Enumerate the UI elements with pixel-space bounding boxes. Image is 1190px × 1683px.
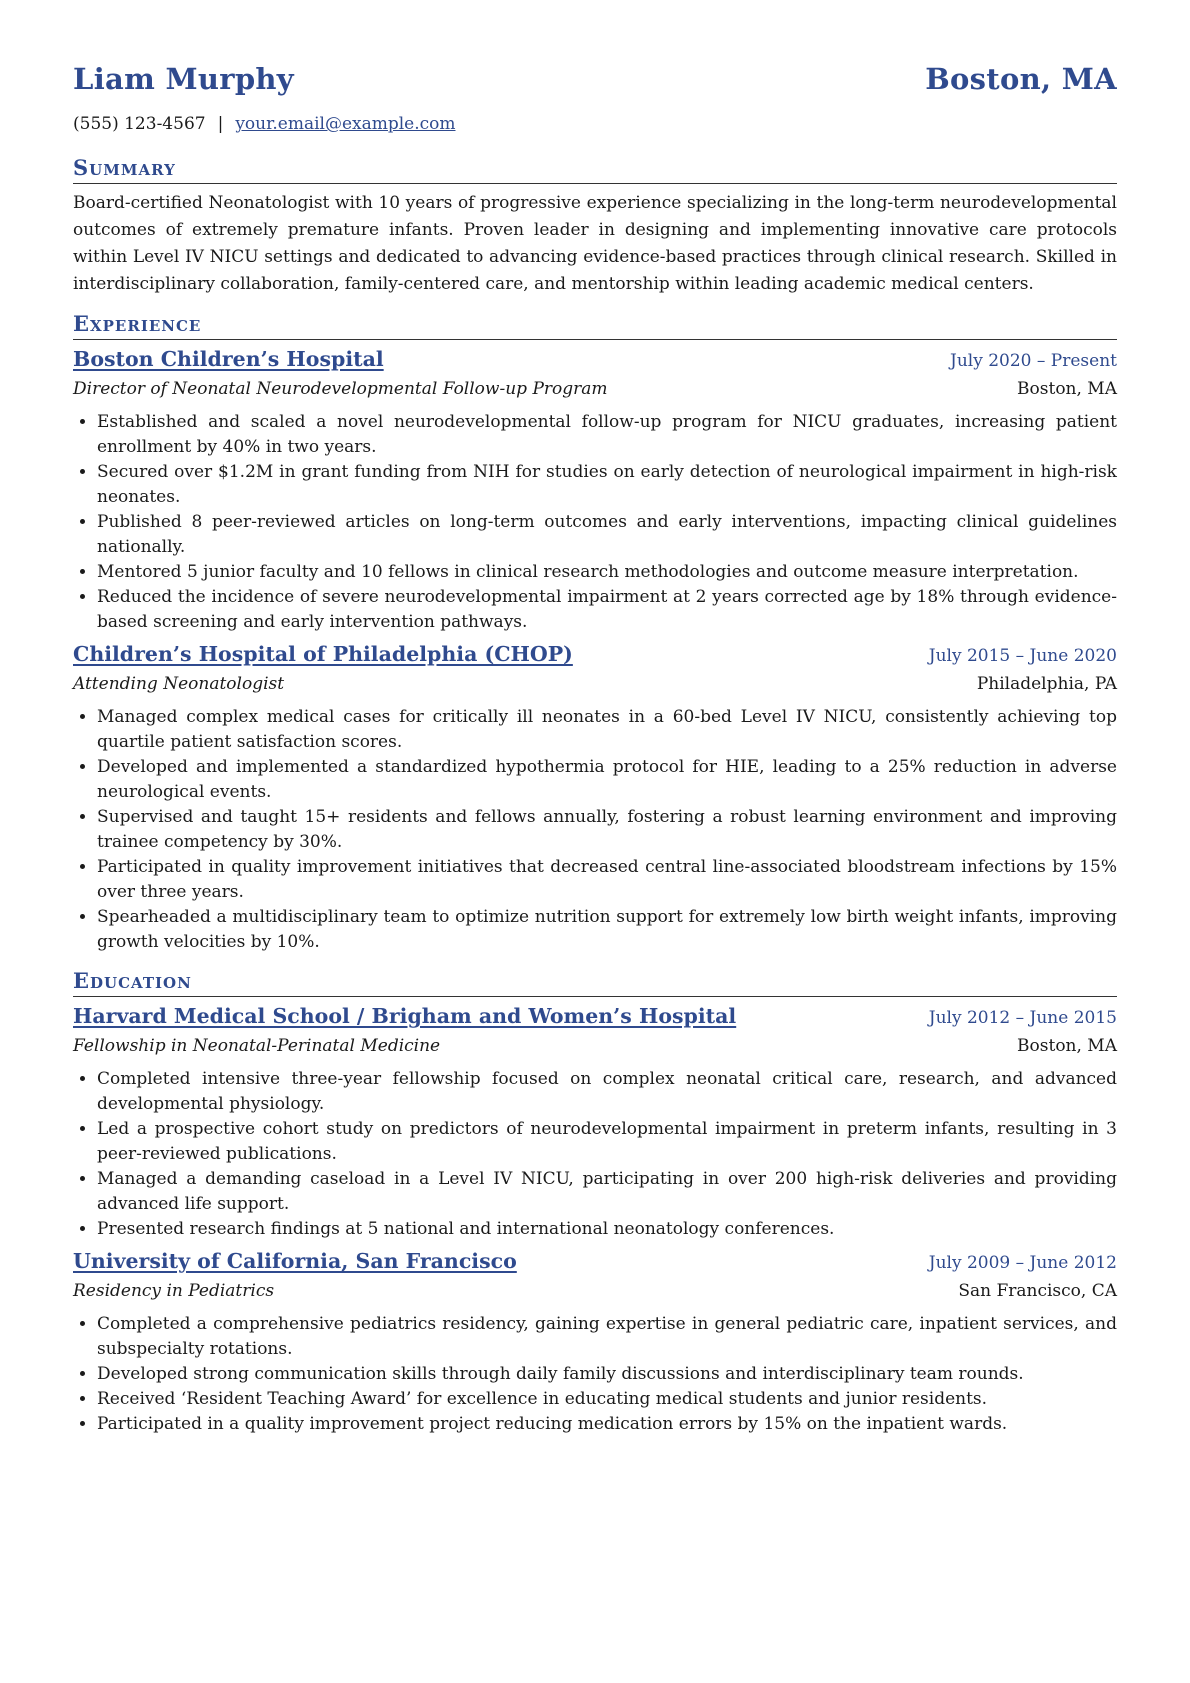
list-item: • Presented research findings at 5 national and international neonatology conferences.	[97, 1217, 1117, 1242]
institution-location: San Francisco, CA	[958, 1281, 1117, 1301]
list-item: • Participated in quality improvement initiatives that decreased central line-associated bloodstream infections by 15% over three years.	[97, 855, 1117, 905]
list-item: • Developed and implemented a standardized hypothermia protocol for HIE, leading to a 25% reduction in adverse neurological events.	[97, 755, 1117, 805]
candidate-name: Liam Murphy	[73, 62, 294, 96]
program-title: Residency in Pediatrics	[73, 1281, 275, 1301]
summary-heading: Summary	[73, 154, 1117, 184]
experience-heading: Experience	[73, 310, 1117, 340]
employment-dates: July 2015 – June 2020	[928, 646, 1117, 666]
employer-name[interactable]: Boston Children’s Hospital	[73, 347, 384, 371]
list-item: • Completed intensive three-year fellowship focused on complex neonatal critical care, research, and advanced developmental physiology.	[97, 1067, 1117, 1117]
summary-text: Board-certified Neonatologist with 10 years of progressive experience specializing in the long-term neurodevelopmental outcomes of extremely premature infants. Proven leader in designing and implementing innovative care protocols within Level IV NICU settings and dedicated to advancing evidence-based practices through clinical research. Skilled in interdisciplinary collaboration, family-centered care, and mentorship within leading academic medical centers.	[73, 193, 1117, 294]
list-item: • Mentored 5 junior faculty and 10 fellows in clinical research methodologies and outcome measure interpretation.	[97, 560, 1117, 585]
phone-number: (555) 123-4567	[73, 114, 206, 134]
education-entry	[73, 1001, 1117, 1242]
institution-name[interactable]: Harvard Medical School / Brigham and Women’s Hospital	[73, 1004, 737, 1028]
program-title: Fellowship in Neonatal-Perinatal Medicine	[73, 1036, 441, 1056]
contact-separator: |	[217, 114, 224, 134]
education-dates: July 2009 – June 2012	[928, 1253, 1117, 1273]
experience-entry	[73, 639, 1117, 955]
list-item: • Managed a demanding caseload in a Level IV NICU, participating in over 200 high-risk deliveries and providing advanced life support.	[97, 1167, 1117, 1217]
list-item: • Led a prospective cohort study on predictors of neurodevelopmental impairment in preterm infants, resulting in 3 peer-reviewed publications.	[97, 1117, 1117, 1167]
list-item: • Completed a comprehensive pediatrics residency, gaining expertise in general pediatric care, inpatient services, and subspecialty rotations.	[97, 1312, 1117, 1362]
job-location: Boston, MA	[1017, 379, 1117, 399]
candidate-location: Boston, MA	[925, 62, 1117, 96]
list-item: • Published 8 peer-reviewed articles on long-term outcomes and early interventions, impacting clinical guidelines nationally.	[97, 510, 1117, 560]
email-link[interactable]: your.email@example.com	[235, 114, 456, 134]
list-item: • Managed complex medical cases for critically ill neonates in a 60-bed Level IV NICU, consistently achieving top quartile patient satisfaction scores.	[97, 705, 1117, 755]
job-location: Philadelphia, PA	[976, 674, 1117, 694]
achievement-list	[73, 1312, 1117, 1437]
job-title: Director of Neonatal Neurodevelopmental Follow-up Program	[73, 379, 608, 399]
employment-dates: July 2020 – Present	[950, 351, 1117, 371]
education-dates: July 2012 – June 2015	[928, 1008, 1117, 1028]
achievement-list	[73, 1067, 1117, 1242]
header	[73, 62, 1117, 110]
contact-line	[73, 114, 1117, 142]
achievement-list	[73, 705, 1117, 955]
job-title: Attending Neonatologist	[73, 674, 285, 694]
list-item: • Reduced the incidence of severe neurodevelopmental impairment at 2 years corrected age by 18% through evidence-based screening and early intervention pathways.	[97, 585, 1117, 635]
list-item: • Participated in a quality improvement project reducing medication errors by 15% on the inpatient wards.	[97, 1412, 1117, 1437]
list-item: • Developed strong communication skills through daily family discussions and interdisciplinary team rounds.	[97, 1362, 1117, 1387]
experience-entry	[73, 344, 1117, 635]
institution-location: Boston, MA	[1017, 1036, 1117, 1056]
employer-name[interactable]: Children’s Hospital of Philadelphia (CHOP)	[73, 642, 573, 666]
institution-name[interactable]: University of California, San Francisco	[73, 1249, 517, 1273]
education-heading: Education	[73, 967, 1117, 997]
achievement-list	[73, 410, 1117, 635]
list-item: • Established and scaled a novel neurodevelopmental follow-up program for NICU graduates, increasing patient enrollment by 40% in two years.	[97, 410, 1117, 460]
list-item: • Supervised and taught 15+ residents and fellows annually, fostering a robust learning environment and improving trainee competency by 30%.	[97, 805, 1117, 855]
list-item: • Received ‘Resident Teaching Award’ for excellence in educating medical students and junior residents.	[97, 1387, 1117, 1412]
education-entry	[73, 1246, 1117, 1437]
list-item: • Secured over $1.2M in grant funding from NIH for studies on early detection of neurological impairment in high-risk neonates.	[97, 460, 1117, 510]
list-item: • Spearheaded a multidisciplinary team to optimize nutrition support for extremely low birth weight infants, improving growth velocities by 10%.	[97, 905, 1117, 955]
